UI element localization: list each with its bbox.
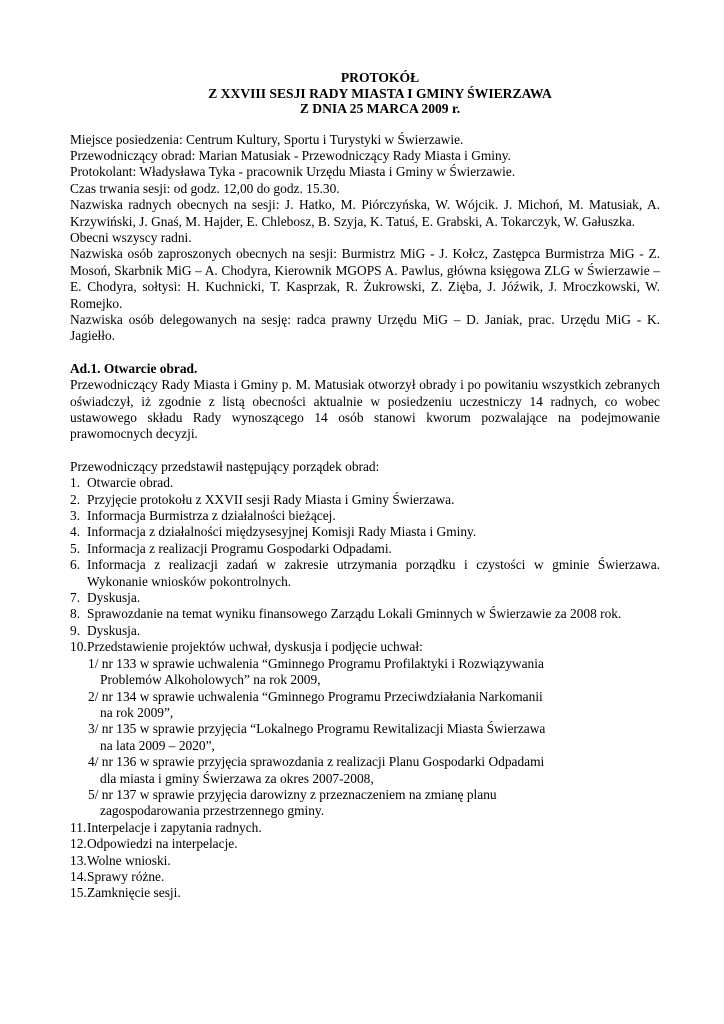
resolution-list [88,656,660,820]
agenda-item: 7. Dyskusja. [70,590,141,606]
title-line-3: Z DNIA 25 MARCA 2009 r. [299,101,461,116]
agenda-item: 9. Dyskusja. [70,622,141,638]
section-heading-opening: Ad.1. Otwarcie obrad. [70,360,198,376]
agenda-item: 5. Informacja z realizacji Programu Gospodarki Odpadami. [70,540,392,556]
invited-persons: Nazwiska osób zaproszonych obecnych na sesji: Burmistrz MiG - J. Kołcz, Zastępca Burmistrza MiG - Z. Mosoń, Skarbnik MiG – A. Chodyra, Kierownik MGOPS A. Pawlus, główna księgowa ZLG w Świerzawie – E. Chodyra, sołtysi: H. Kuchnicki, T. Kasprzak, R. Żukrowski, Z. Zięba, J. Jóźwik, J. Mroczkowski, W. Romejko. [70,246,660,311]
present-councillors: Nazwiska radnych obecnych na sesji: J. Hatko, M. Piórczyńska, W. Wójcik. J. Michoń, M. Matusiak, A. Krzywiński, J. Gnaś, M. Hajder, E. Chlebosz, B. Szyja, K. Tatuś, E. Grabski, A. Tokarczyk, W. Gałuszka. [70,197,660,229]
meeting-location: Miejsce posiedzenia: Centrum Kultury, Sportu i Turystyki w Świerzawie. [70,131,464,147]
agenda-item: 4. Informacja z działalności międzysesyjnej Komisji Rady Miasta i Gminy. [70,524,477,540]
resolution-item: 2/ nr 134 w sprawie uchwalenia “Gminnego Programu Przeciwdziałania Narkomanii na rok 2009”, [88,688,543,720]
agenda-item: 12. Odpowiedzi na interpelacje. [70,836,238,852]
title-line-1: PROTOKÓŁ [340,70,420,85]
section-opening-body: Przewodniczący Rady Miasta i Gminy p. M. Matusiak otworzył obrady i po powitaniu wszystkich zebranych oświadczył, iż zgodnie z listą obecności aktualnie w posiedzeniu uczestniczy 14 radnych, co wobec ustawowego składu Rady wynoszącego 14 osób stanowi kworum pozwalające na podejmowanie prawomocnych decyzji. [70,377,660,442]
agenda-item: 2. Przyjęcie protokołu z XXVII sesji Rady Miasta i Gminy Świerzawa. [70,491,455,507]
agenda-item: 1. Otwarcie obrad. [70,475,174,491]
document-title [70,70,660,117]
agenda-list [70,475,660,655]
agenda-intro: Przewodniczący przedstawił następujący porządek obrad: [70,458,380,474]
agenda-item: 3. Informacja Burmistrza z działalności bieżącej. [70,508,336,524]
agenda-item: 6. Informacja z realizacji zadań w zakresie utrzymania porządku i czystości w gminie Świerzawa. Wykonanie wniosków pokontrolnych. [70,557,660,589]
meeting-recorder: Protokolant: Władysława Tyka - pracownik Urzędu Miasta i Gminy w Świerzawie. [70,164,516,180]
meeting-duration: Czas trwania sesji: od godz. 12,00 do godz. 15.30. [70,180,340,196]
title-line-2: Z XXVIII SESJI RADY MIASTA I GMINY ŚWIERZAWA [208,85,552,101]
document-page [70,70,660,902]
agenda-item: 8. Sprawozdanie na temat wyniku finansowego Zarządu Lokali Gminnych w Świerzawie za 2008 rok. [70,606,622,622]
agenda-item: 10. Przedstawienie projektów uchwał, dyskusja i podjęcie uchwał: [70,639,423,655]
agenda-item: 15. Zamknięcie sesji. [70,885,181,901]
delegated-persons: Nazwiska osób delegowanych na sesję: radca prawny Urzędu MiG – D. Janiak, prac. Urzędu MiG - K. Jagiełło. [70,311,660,344]
agenda-item: 14. Sprawy różne. [70,868,165,884]
meeting-chair: Przewodniczący obrad: Marian Matusiak - Przewodniczący Rady Miasta i Gminy. [70,147,511,163]
agenda-item: 13. Wolne wnioski. [70,852,171,868]
all-present-note: Obecni wszyscy radni. [70,229,192,245]
agenda-list-tail [70,820,660,902]
resolution-item: 5/ nr 137 w sprawie przyjęcia darowizny z przeznaczeniem na zmianę planu zagospodarowania przestrzennego gminy. [88,786,497,819]
resolution-item: 3/ nr 135 w sprawie przyjęcia “Lokalnego Programu Rewitalizacji Miasta Świerzawa na lata 2009 – 2020”, [88,721,546,753]
resolution-item: 1/ nr 133 w sprawie uchwalenia “Gminnego Programu Profilaktyki i Rozwiązywania Problemów Alkoholowych” na rok 2009, [88,655,544,688]
agenda-item: 11. Interpelacje i zapytania radnych. [70,819,262,835]
resolution-item: 4/ nr 136 w sprawie przyjęcia sprawozdania z realizacji Planu Gospodarki Odpadami dla miasta i gminy Świerzawa za okres 2007-2008, [88,754,545,786]
